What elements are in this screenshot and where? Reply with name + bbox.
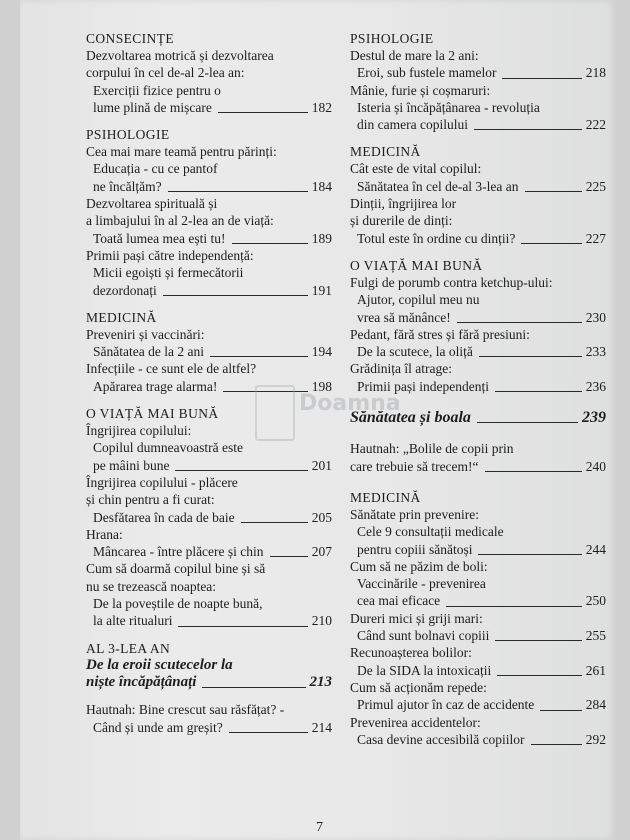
toc-entry-page-number: 189	[311, 230, 332, 246]
toc-entry	[86, 343, 332, 360]
toc-entry-title: pe mâini bune	[93, 457, 170, 473]
toc-entry	[350, 64, 606, 81]
toc-entry-page-number: 244	[585, 541, 606, 557]
toc-text-line: Cele 9 consultații medicale	[357, 524, 504, 540]
toc-entry-page-number: 225	[585, 178, 606, 194]
toc-entry	[350, 178, 606, 195]
toc-entry	[350, 541, 606, 558]
toc-entry	[86, 457, 332, 474]
toc-text-line: Pedant, fără stres și fără presiuni:	[350, 326, 530, 342]
leader-line	[241, 522, 308, 523]
leader-line	[270, 556, 308, 557]
toc-entry-page-number: 182	[311, 99, 332, 115]
toc-text-line: Mânie, furie și coșmaruri:	[350, 82, 491, 98]
toc-text-line: Cum să ne păzim de boli:	[350, 558, 488, 574]
leader-line	[178, 626, 307, 627]
spacer	[86, 630, 332, 640]
toc-entry-page-number: 207	[311, 544, 332, 560]
toc-entry-page-number: 210	[311, 613, 332, 629]
toc-text-line: Prevenirea accidentelor:	[350, 714, 481, 730]
spacer	[86, 299, 332, 309]
toc-entry-title: Sănătatea de la 2 ani	[93, 344, 204, 360]
leader-line	[495, 640, 581, 641]
section-heading: MEDICINĂ	[86, 309, 157, 325]
toc-text-line: și durerile de dinți:	[350, 213, 453, 229]
toc-text-line: Vaccinările - prevenirea	[357, 576, 486, 592]
toc-entry-title: din camera copilului	[357, 117, 468, 133]
toc-entry	[86, 509, 332, 526]
toc-text-line: Destul de mare la 2 ani:	[350, 48, 479, 63]
toc-entry-title: De la SIDA la intoxicații	[357, 662, 492, 678]
toc-text-line: Cum să acționăm repede:	[350, 679, 487, 695]
toc-entry-title: niște încăpățânați	[86, 673, 197, 690]
toc-entry	[350, 627, 606, 644]
toc-entry-page-number: 284	[585, 697, 606, 713]
toc-text-line: Isteria și încăpățânarea - revoluția	[357, 99, 540, 115]
toc-text-line: Fulgi de porumb contra ketchup-ului:	[350, 274, 553, 290]
section-heading: O VIAȚĂ MAI BUNĂ	[86, 406, 219, 422]
toc-text-line: Cea mai mare teamă pentru părinți:	[86, 144, 277, 160]
toc-text-line: Preveniri și vaccinări:	[86, 326, 205, 342]
toc-text-line: Ajutor, copilul meu nu	[357, 292, 480, 308]
section-heading: PSIHOLOGIE	[86, 127, 170, 143]
toc-entry-title: Mâncarea - între plăcere și chin	[93, 544, 264, 560]
toc-text-line: Primii pași către independență:	[86, 247, 254, 263]
leader-line	[485, 471, 582, 472]
toc-left-column	[86, 30, 332, 736]
toc-entry-title: care trebuie să trecem!“	[350, 458, 479, 474]
section-heading: MEDICINĂ	[350, 489, 421, 505]
toc-entry-page-number: 213	[309, 673, 332, 690]
toc-entry-page-number: 230	[585, 309, 606, 325]
toc-entry-page-number: 236	[585, 378, 606, 394]
toc-entry	[350, 116, 606, 133]
toc-entry-page-number: 250	[585, 593, 606, 609]
leader-line	[175, 470, 307, 471]
toc-entry-page-number: 261	[585, 662, 606, 678]
leader-line	[531, 744, 582, 745]
leader-line	[218, 112, 308, 113]
toc-text-line: Hautnah: „Bolile de copii prin	[350, 441, 514, 457]
leader-line	[521, 243, 581, 244]
toc-entry	[350, 309, 606, 326]
toc-entry	[86, 230, 332, 247]
toc-entry	[350, 458, 606, 475]
toc-entry-page-number: 292	[585, 731, 606, 747]
toc-entry-title: cea mai eficace	[357, 593, 441, 609]
toc-entry-page-number: 198	[311, 378, 332, 394]
toc-entry	[86, 719, 332, 736]
toc-text-line: Hrana:	[86, 526, 123, 542]
toc-entry-page-number: 222	[585, 117, 606, 133]
toc-entry	[86, 674, 332, 691]
toc-text-line: Infecțiile - ce sunt ele de altfel?	[86, 361, 257, 377]
toc-entry	[86, 543, 332, 560]
toc-entry-title: dezordonați	[93, 282, 157, 298]
toc-entry-page-number: 214	[311, 719, 332, 735]
toc-entry	[350, 696, 606, 713]
toc-text-line: corpului în cel de-al 2-lea an:	[86, 65, 245, 81]
spacer	[86, 691, 332, 701]
leader-line	[540, 710, 581, 711]
section-heading: AL 3-LEA AN	[86, 640, 171, 656]
toc-entry	[86, 99, 332, 116]
leader-line	[525, 191, 582, 192]
toc-text-line: Exerciții fizice pentru o	[93, 82, 221, 98]
spacer	[350, 133, 606, 143]
toc-entry-title: Desfătarea în cada de baie	[93, 509, 235, 525]
toc-entry-page-number: 205	[311, 509, 332, 525]
toc-entry	[350, 662, 606, 679]
leader-line	[495, 391, 582, 392]
toc-entry-title: Eroi, sub fustele mamelor	[357, 65, 497, 81]
toc-entry-title: vrea să mănânce!	[357, 309, 451, 325]
leader-line	[202, 687, 305, 688]
book-icon	[255, 385, 295, 441]
toc-entry-title: lume plină de mișcare	[93, 99, 212, 115]
toc-entry-title: Toată lumea mea ești tu!	[93, 230, 226, 246]
toc-text-line: Micii egoiști și fermecătorii	[93, 265, 244, 281]
toc-entry	[350, 592, 606, 609]
spacer	[350, 247, 606, 257]
toc-entry-title: Sănătatea și boala	[350, 409, 471, 427]
toc-entry	[350, 731, 606, 748]
toc-entry-title: Primii pași independenți	[357, 378, 489, 394]
toc-entry-title: ne încălțăm?	[93, 178, 162, 194]
toc-text-line: Hautnah: Bine crescut sau răsfățat? -	[86, 702, 285, 718]
toc-entry	[86, 178, 332, 195]
spacer	[350, 475, 606, 489]
toc-entry	[86, 282, 332, 299]
leader-line	[478, 554, 581, 555]
toc-text-line: Sănătate prin prevenire:	[350, 506, 479, 522]
toc-text-line: Recunoașterea bolilor:	[350, 645, 472, 661]
leader-line	[477, 422, 578, 423]
toc-entry-page-number: 218	[585, 65, 606, 81]
section-heading: O VIAȚĂ MAI BUNĂ	[350, 257, 483, 273]
toc-entry-title: Primul ajutor în caz de accidente	[357, 697, 535, 713]
toc-entry-title: Totul este în ordine cu dinții?	[357, 230, 516, 246]
toc-entry-page-number: 227	[585, 230, 606, 246]
toc-text-line: Dezvoltarea motrică și dezvoltarea	[86, 48, 274, 63]
leader-line	[474, 129, 582, 130]
toc-entry-title: Sănătatea în cel de-al 3-lea an	[357, 178, 519, 194]
leader-line	[446, 606, 582, 607]
toc-entry-page-number: 191	[311, 282, 332, 298]
leader-line	[163, 295, 308, 296]
toc-entry-page-number: 240	[585, 458, 606, 474]
section-heading: MEDICINĂ	[350, 144, 421, 160]
watermark-text: Doamna	[299, 391, 401, 416]
leader-line	[229, 732, 308, 733]
toc-entry-page-number: 194	[311, 344, 332, 360]
toc-text-line: De la poveștile de noapte bună,	[93, 596, 263, 612]
toc-text-line: Dureri mici și griji mari:	[350, 610, 483, 626]
section-heading: PSIHOLOGIE	[350, 31, 434, 46]
leader-line	[232, 243, 308, 244]
toc-entry	[86, 612, 332, 629]
toc-text-line: Educația - cu ce pantof	[93, 161, 218, 177]
toc-text-line: Îngrijirea copilului:	[86, 423, 192, 439]
toc-text-line: a limbajului în al 2-lea an de viață:	[86, 213, 274, 229]
toc-entry-title: De la scutece, la oliță	[357, 344, 473, 360]
toc-entry-page-number: 201	[311, 457, 332, 473]
toc-entry-page-number: 233	[585, 344, 606, 360]
toc-entry-title: Apărarea trage alarma!	[93, 378, 218, 394]
part-title-line: De la eroii scutecelor la	[86, 656, 233, 673]
toc-text-line: Copilul dumneavoastră este	[93, 440, 243, 456]
toc-text-line: Grădinița îl atrage:	[350, 361, 452, 377]
leader-line	[457, 322, 582, 323]
toc-text-line: Cum să doarmă copilul bine și să	[86, 561, 266, 577]
toc-entry-page-number: 184	[311, 178, 332, 194]
leader-line	[479, 356, 582, 357]
toc-entry-page-number: 239	[582, 409, 606, 427]
toc-entry-title: Casa devine accesibilă copiilor	[357, 731, 525, 747]
leader-line	[502, 78, 581, 79]
toc-text-line: Dinții, îngrijirea lor	[350, 196, 457, 212]
leader-line	[168, 191, 308, 192]
spacer	[86, 116, 332, 126]
watermark-logo	[255, 385, 401, 445]
toc-text-line: nu se trezească noaptea:	[86, 578, 217, 594]
toc-entry-title: la alte ritualuri	[93, 613, 173, 629]
book-page	[20, 0, 616, 840]
toc-entry-page-number: 255	[585, 628, 606, 644]
toc-text-line: Dezvoltarea spirituală și	[86, 196, 218, 212]
toc-entry-title: pentru copiii sănătoși	[357, 541, 473, 557]
toc-text-line: și chin pentru a fi curat:	[86, 492, 215, 508]
section-heading: CONSECINȚE	[86, 31, 174, 46]
leader-line	[497, 675, 582, 676]
toc-entry	[350, 230, 606, 247]
toc-text-line: Cât este de vital copilul:	[350, 161, 482, 177]
toc-entry-title: Când sunt bolnavi copiii	[357, 628, 490, 644]
toc-entry	[350, 343, 606, 360]
toc-text-line: Îngrijirea copilului - plăcere	[86, 474, 238, 490]
toc-entry-title: Când și unde am greșit?	[93, 719, 223, 735]
page-number: 7	[316, 820, 323, 835]
leader-line	[210, 356, 308, 357]
